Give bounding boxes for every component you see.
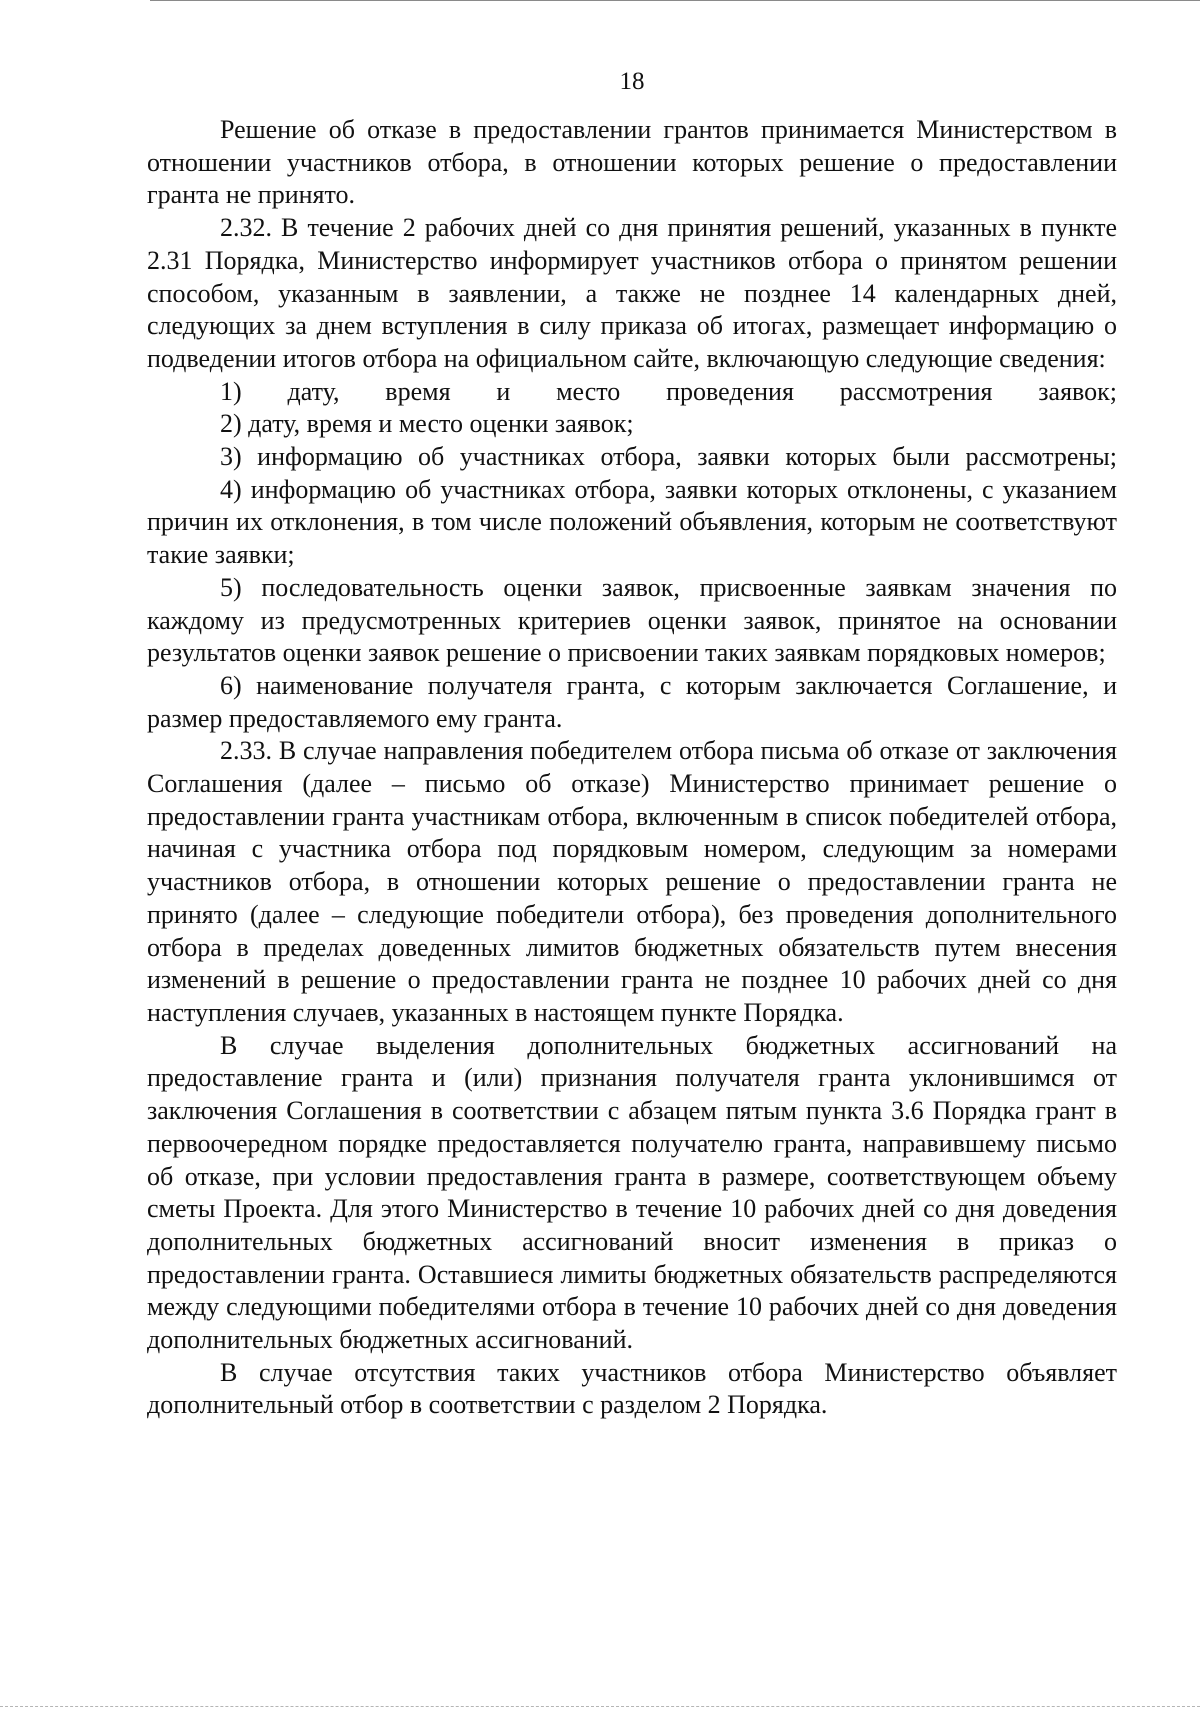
paragraph-additional-selection: В случае отсутствия таких участников отбора Министерство объявляет дополнительный отбор в соответствии с разделом 2 Порядка. [147, 1357, 1117, 1420]
list-item-5: 5) последовательность оценки заявок, присвоенные заявкам значения по каждому из предусмотренных критериев оценки заявок, принятое на основании результатов оценки заявок решение о присвоении таких заявкам порядковых номеров; [147, 572, 1117, 668]
paragraph-2-33: 2.33. В случае направления победителем отбора письма об отказе от заключения Соглашения (далее – письмо об отказе) Министерство принимает решение о предоставлении гранта участникам отбора, включенным в список победителей отбора, начиная с участника отбора под порядковым номером, следующим за номерами участников отбора, в отношении которых решение о предоставлении гранта не принято (далее – следующие победители отбора), без проведения дополнительного отбора в пределах доведенных лимитов бюджетных обязательств путем внесения изменений в решение о предоставлении гранта не позднее 10 рабочих дней со дня наступления случаев, указанных в настоящем пункте Порядка. [147, 736, 1117, 1027]
list-item-3: 3) информацию об участниках отбора, заявки которых были рассмотрены; [220, 442, 1117, 472]
paragraph-2-32: 2.32. В течение 2 рабочих дней со дня принятия решений, указанных в пункте 2.31 Порядка, Министерство информирует участников отбора о принятом решении способом, указанным в заявлении, а также не позднее 14 календарных дней, следующих за днем вступления в силу приказа об итогах, размещает информацию о подведении итогов отбора на официальном сайте, включающую следующие сведения: [147, 213, 1117, 373]
scan-top-edge [150, 0, 1200, 1]
list-item-6: 6) наименование получателя гранта, с которым заключается Соглашение, и размер предоставляемого ему гранта. [147, 670, 1117, 733]
list-item-1: 1) дату, время и место проведения рассмотрения заявок; [220, 376, 1117, 406]
list-item-4: 4) информацию об участниках отбора, заявки которых отклонены, с указанием причин их отклонения, в том числе положений объявления, которым не соответствуют такие заявки; [147, 474, 1117, 570]
list-item-2: 2) дату, время и место оценки заявок; [220, 409, 634, 439]
scan-bottom-edge [0, 1706, 1200, 1707]
document-body [147, 114, 1117, 1422]
page-number: 18 [619, 68, 645, 95]
paragraph-refusal-decision: Решение об отказе в предоставлении грантов принимается Министерством в отношении участников отбора, в отношении которых решение о предоставлении гранта не принято. [147, 115, 1117, 210]
paragraph-additional-allocations: В случае выделения дополнительных бюджетных ассигнований на предоставление гранта и (или) признания получателя гранта уклонившимся от заключения Соглашения в соответствии с абзацем пятым пункта 3.6 Порядка грант в первоочередном порядке предоставляется получателю гранта, направившему письмо об отказе, при условии предоставления гранта в размере, соответствующем объему сметы Проекта. Для этого Министерство в течение 10 рабочих дней со дня доведения дополнительных бюджетных ассигнований вносит изменения в приказ о предоставлении гранта. Оставшиеся лимиты бюджетных обязательств распределяются между следующими победителями отбора в течение 10 рабочих дней со дня доведения дополнительных бюджетных ассигнований. [147, 1030, 1117, 1355]
